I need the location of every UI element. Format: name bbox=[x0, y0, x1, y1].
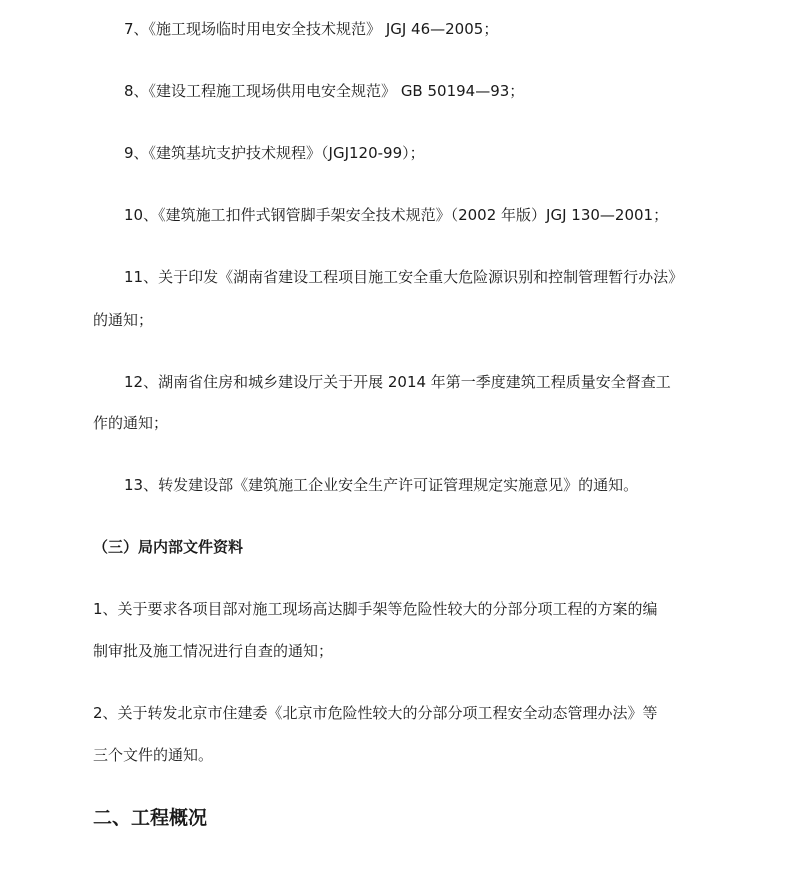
internal-item-2-line2: 三个文件的通知。 bbox=[93, 746, 214, 764]
regulation-item-10: 10、《建筑施工扣件式钢管脚手架安全技术规范》（2002 年版）JGJ 130—2001； bbox=[124, 206, 669, 224]
section-title: 二、工程概况 bbox=[93, 807, 208, 829]
internal-item-1-line2: 制审批及施工情况进行自查的通知； bbox=[93, 642, 334, 660]
regulation-item-13: 13、转发建设部《建筑施工企业安全生产许可证管理规定实施意见》的通知。 bbox=[124, 476, 639, 494]
regulation-item-9: 9、《建筑基坑支护技术规程》（JGJ120-99）； bbox=[124, 144, 425, 162]
regulation-item-12-line2: 作的通知； bbox=[93, 414, 169, 432]
subsection-title: （三）局内部文件资料 bbox=[93, 538, 244, 556]
regulation-item-7: 7、《施工现场临时用电安全技术规范》 JGJ 46—2005； bbox=[124, 20, 499, 38]
regulation-item-8: 8、《建设工程施工现场供用电安全规范》 GB 50194—93； bbox=[124, 82, 525, 100]
internal-item-1-line1: 1、关于要求各项目部对施工现场高达脚手架等危险性较大的分部分项工程的方案的编 bbox=[93, 600, 658, 618]
regulation-item-11-line1: 11、关于印发《湖南省建设工程项目施工安全重大危险源识别和控制管理暂行办法》 bbox=[124, 268, 684, 286]
regulation-item-12-line1: 12、湖南省住房和城乡建设厅关于开展 2014 年第一季度建筑工程质量安全督查工 bbox=[124, 373, 671, 391]
regulation-item-11-line2: 的通知； bbox=[93, 311, 154, 329]
internal-item-2-line1: 2、关于转发北京市住建委《北京市危险性较大的分部分项工程安全动态管理办法》等 bbox=[93, 704, 658, 722]
